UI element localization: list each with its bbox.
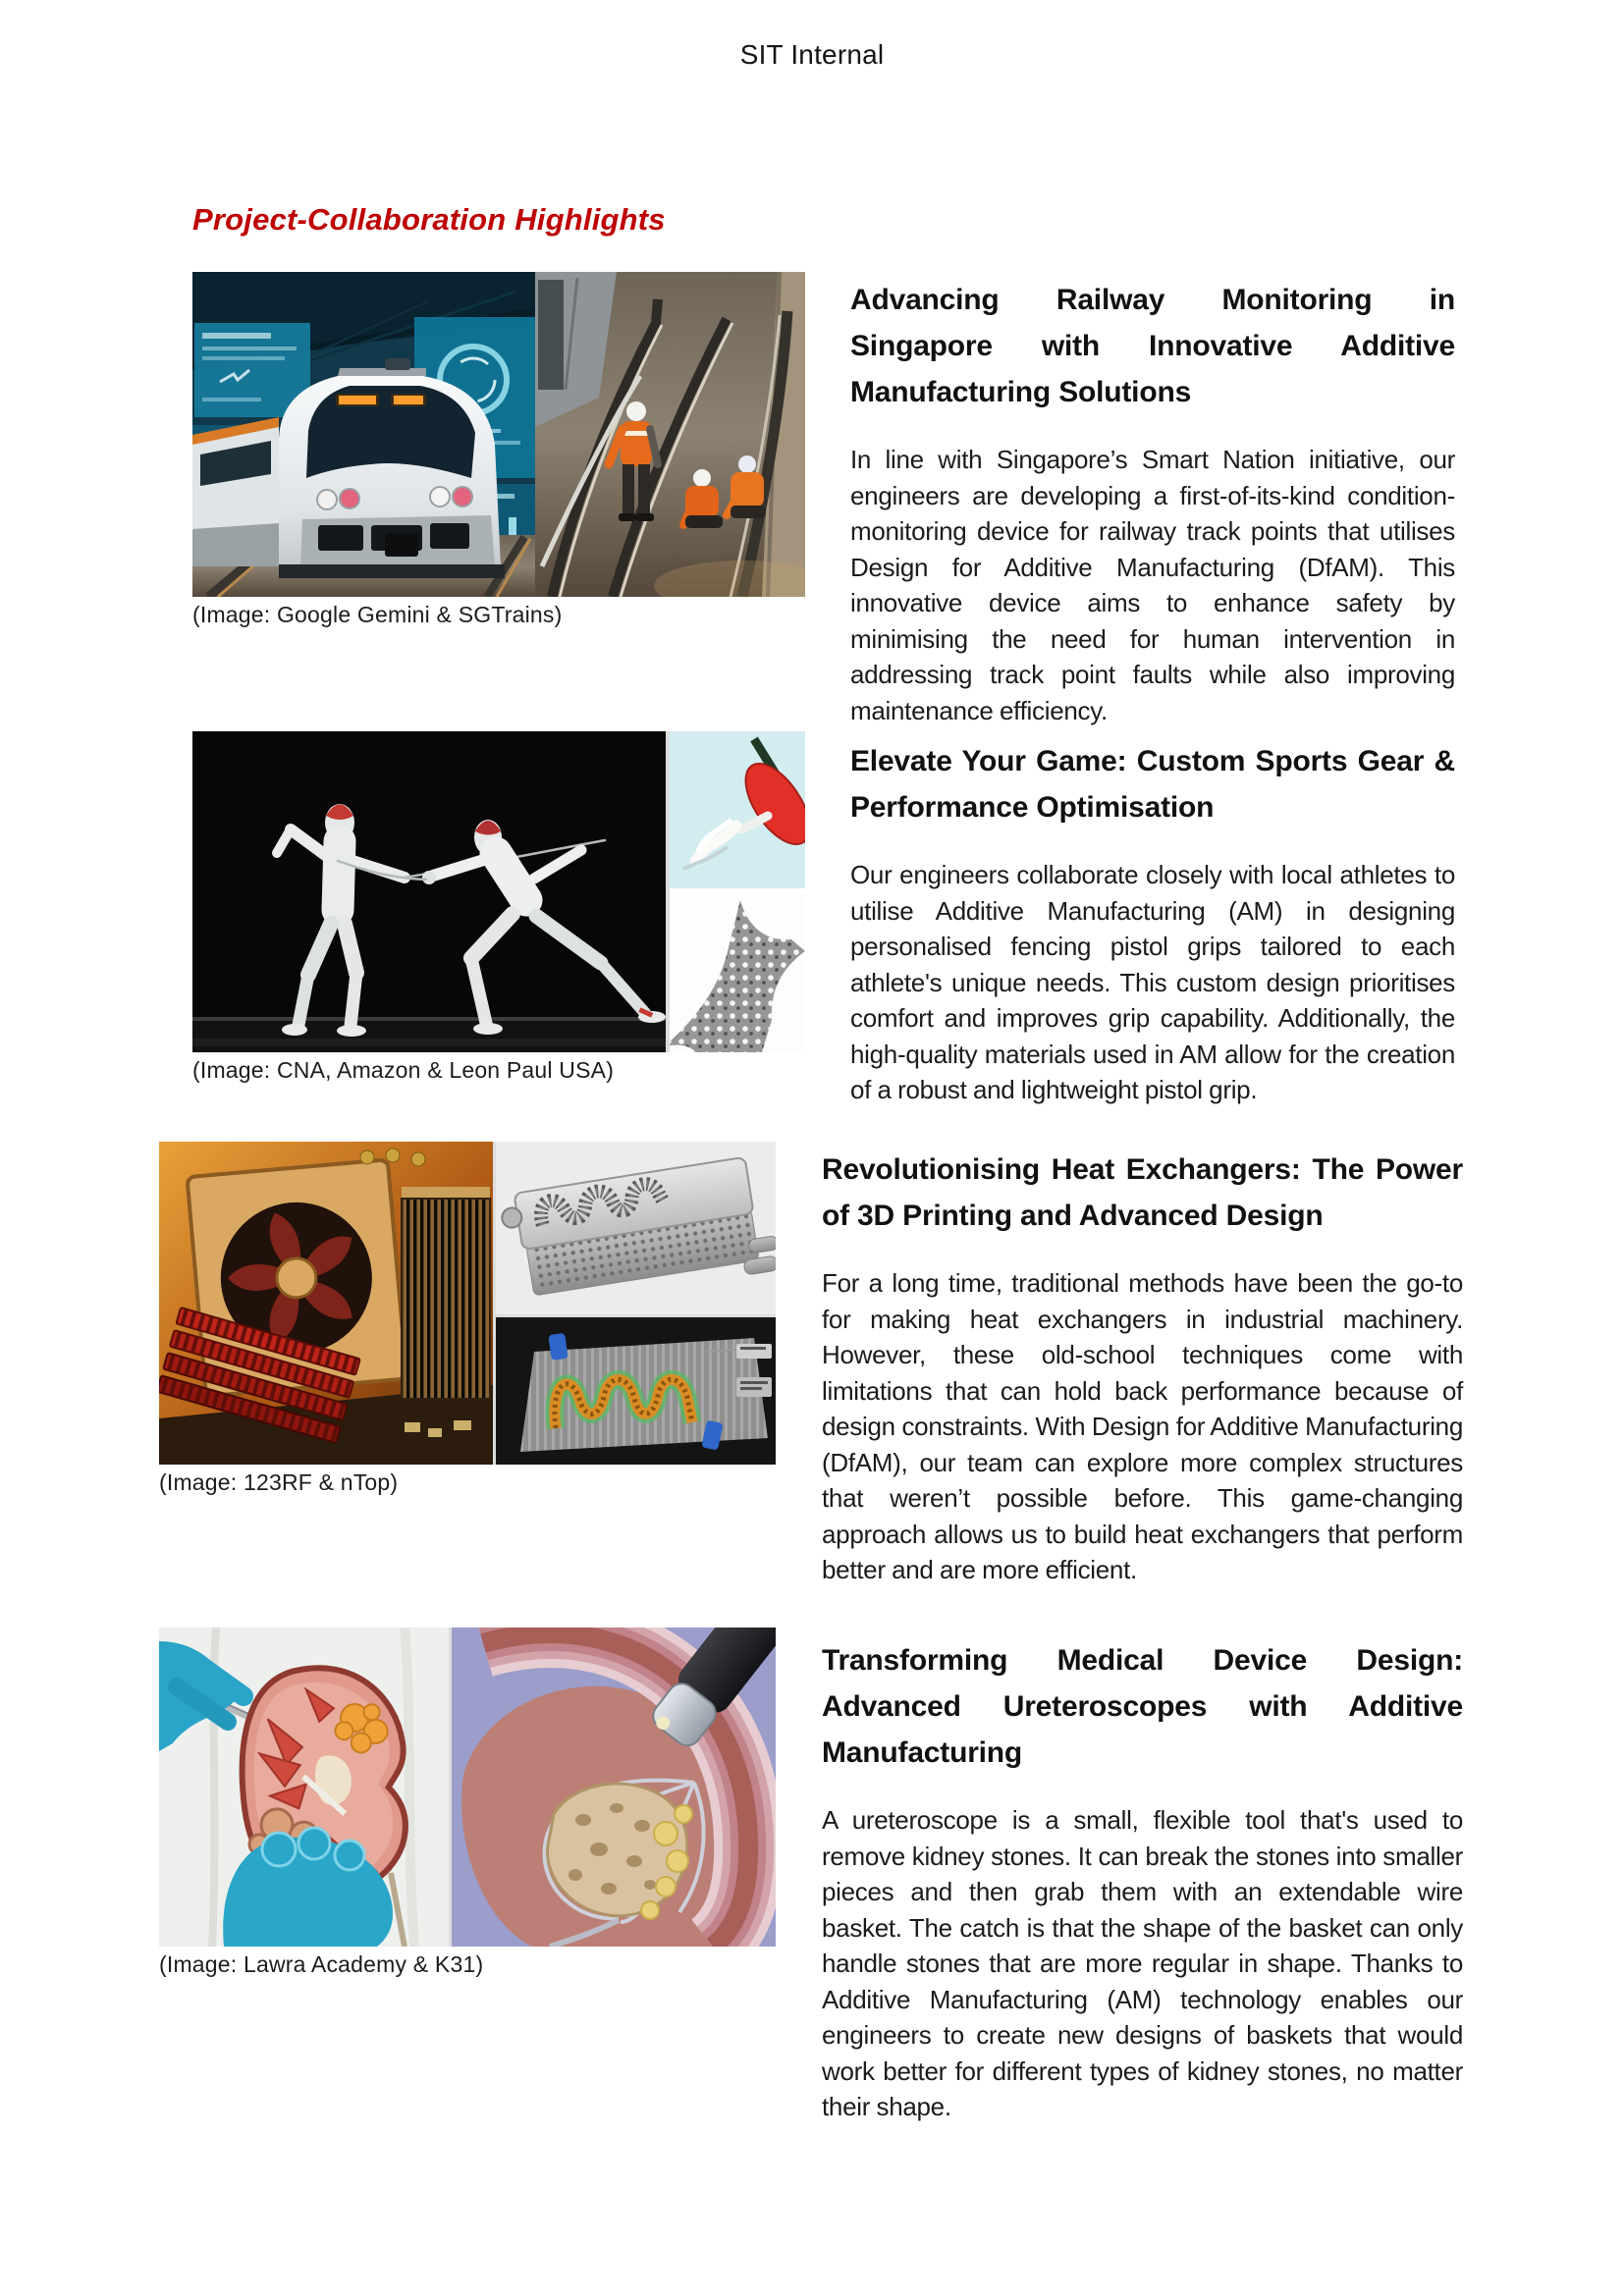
ureteroscope-kidney-image: [159, 1628, 776, 1947]
train-rear-car: [192, 417, 279, 566]
fencing-body: Our engineers collaborate closely with local athletes to utilise Additive Manufacturing (AM) in designing personalised fencing pistol grips tailored to each athlete's unique needs. This custom design prioritises comfort and improves grip capability. Additionally, the high-quality materials used in AM allow for the creation of a robust and lightweight pistol grip.: [850, 860, 1455, 1104]
railway-figure: [192, 272, 805, 628]
printed-heat-exchanger-render: [496, 1142, 776, 1314]
fencing-pistol-grip-image: [192, 731, 805, 1052]
railway-image-caption: (Image: Google Gemini & SGTrains): [192, 602, 563, 627]
fencing-figure: [192, 731, 805, 1084]
kidney-model-photo: [159, 1628, 449, 1947]
medical-heading: Transforming Medical Device Design: Advanced Ureteroscopes with Additive Manufacturing: [822, 1644, 1463, 1769]
heat-exchanger-body: For a long time, traditional methods have been the go-to for making heat exchangers in industrial machinery. However, these old-school techniques come with limitations that can hold back performance because of design constraints. With Design for Additive Manufacturing (DfAM), our team can explore more complex structures that weren’t possible before. This game-changing approach allows us to build heat exchangers that perform better and are more efficient.: [822, 1268, 1463, 1584]
fencing-heading: Elevate Your Game: Custom Sports Gear & Performance Optimisation: [850, 745, 1455, 824]
cpu-heatsink-photo: [159, 1142, 493, 1465]
fencing-image-frame: [192, 731, 805, 1052]
pistol-grip-product-tile: [670, 731, 805, 888]
railway-body: In line with Singapore’s Smart Nation initiative, our engineers are developing a first-of-its-kind condition-monitoring device for railway track points that utilises Design for Additive Manufacturing (DfAM). This innovative device aims to enhance safety by minimising the need for human intervention in addressing track point faults while also improving maintenance efficiency.: [850, 445, 1455, 725]
medical-image-frame: [159, 1628, 776, 1947]
medical-image-caption: (Image: Lawra Academy & K31): [159, 1951, 484, 1977]
fencing-image-caption: (Image: CNA, Amazon & Leon Paul USA): [192, 1057, 615, 1083]
train-photo-panel: [192, 272, 535, 597]
ureteroscope-illustration: [452, 1628, 776, 1947]
section-railway: [850, 277, 1455, 728]
lattice-grip-tile: [670, 895, 805, 1052]
section-medical: [822, 1637, 1463, 2125]
heat-exchanger-image-frame: [159, 1142, 776, 1465]
section-fencing: [850, 738, 1455, 1108]
heat-exchanger-image: [159, 1142, 776, 1465]
medical-body: A ureteroscope is a small, flexible tool that's used to remove kidney stones. It can break the stones into smaller pieces and then grab them with an extendable wire basket. The catch is that the shape of the basket can only handle stones that are more regular in shape. Thanks to Additive Manufacturing (AM) technology enables our engineers to create new designs of baskets that would work better for different types of kidney stones, no matter their shape.: [822, 1805, 1463, 2121]
medical-figure: [159, 1628, 776, 1978]
thermal-simulation-render: [496, 1317, 776, 1465]
page-title: Project-Collaboration Highlights: [192, 202, 666, 237]
railway-heading: Advancing Railway Monitoring in Singapore with Innovative Additive Manufacturing Solutions: [850, 284, 1455, 408]
heat-exchanger-figure: [159, 1142, 776, 1496]
fencers-photo-panel: [192, 731, 666, 1052]
railway-monitoring-image: [192, 272, 805, 597]
section-heat-exchanger: [822, 1147, 1463, 1588]
track-workers-photo-panel: [535, 272, 805, 597]
heat-exchanger-image-caption: (Image: 123RF & nTop): [159, 1469, 399, 1495]
page-classification-header: SIT Internal: [739, 39, 885, 70]
railway-image-frame: [192, 272, 805, 597]
heat-exchanger-heading: Revolutionising Heat Exchangers: The Power of 3D Printing and Advanced Design: [822, 1153, 1463, 1232]
